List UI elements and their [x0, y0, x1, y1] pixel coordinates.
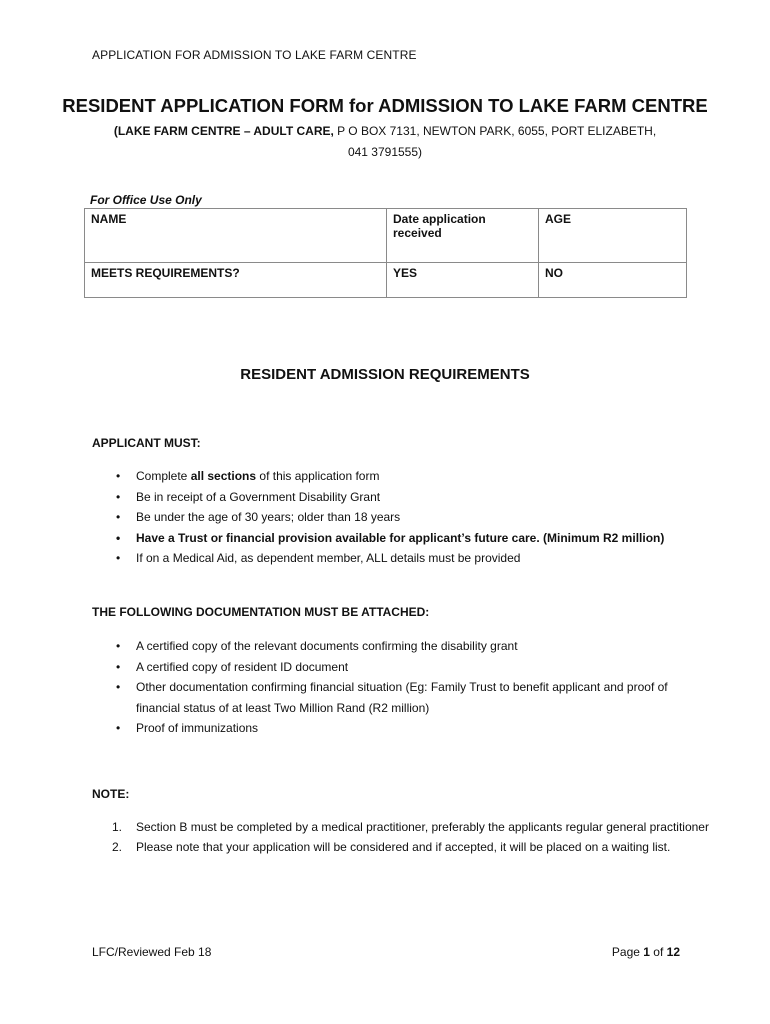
note-list — [92, 817, 732, 857]
page-of: of — [649, 945, 667, 959]
list-item: • Be in receipt of a Government Disability Grant — [92, 487, 664, 508]
date-received-cell[interactable] — [387, 209, 539, 263]
table-row — [85, 263, 687, 298]
applicant-must-label: APPLICANT MUST: — [92, 436, 201, 450]
list-item: • Be under the age of 30 years; older than 18 years — [92, 507, 664, 528]
applicant-requirements-list — [92, 466, 664, 569]
list-item: • Other documentation confirming financial situation (Eg: Family Trust to benefit applicant and proof of financial status of at least Two Million Rand (R2 million) — [92, 677, 684, 718]
no-cell[interactable]: NO — [539, 263, 687, 298]
table-row — [85, 209, 687, 263]
item-number: 1. — [112, 820, 123, 834]
list-item: • Proof of immunizations — [92, 718, 684, 739]
item-text: Please note that your application will be considered and if accepted, it will be placed on a waiting list. — [136, 840, 671, 855]
address-rest: P O BOX 7131, NEWTON PARK, 6055, PORT ELIZABETH, — [333, 124, 657, 138]
list-item — [92, 837, 676, 857]
list-item: • A certified copy of the relevant documents confirming the disability grant — [92, 636, 684, 657]
yes-cell[interactable]: YES — [387, 263, 539, 298]
running-header: APPLICATION FOR ADMISSION TO LAKE FARM CENTRE — [92, 48, 417, 62]
list-item — [92, 817, 732, 837]
list-item — [92, 466, 664, 487]
office-use-table — [84, 208, 687, 298]
item-emphasis: all sections — [190, 469, 257, 483]
item-text: Complete — [136, 469, 191, 483]
requirements-heading: RESIDENT ADMISSION REQUIREMENTS — [240, 366, 530, 383]
age-cell[interactable]: AGE — [539, 209, 687, 263]
page-current: 1 — [643, 945, 650, 959]
address-line-1 — [0, 124, 770, 138]
note-label: NOTE: — [92, 787, 130, 801]
item-text: Section B must be completed by a medical practitioner, preferably the applicants regular general practitioner — [136, 820, 709, 834]
address-line-2: 041 3791555) — [347, 145, 423, 159]
item-text: of this application form — [256, 469, 380, 483]
page-prefix: Page — [611, 945, 644, 959]
form-title: RESIDENT APPLICATION FORM for ADMISSION TO LAKE FARM CENTRE — [62, 95, 708, 116]
page-number — [612, 945, 680, 959]
footer-revision: LFC/Reviewed Feb 18 — [92, 945, 212, 959]
list-item: • A certified copy of resident ID document — [92, 657, 684, 678]
meets-requirements-cell: MEETS REQUIREMENTS? — [85, 263, 387, 298]
documentation-label: THE FOLLOWING DOCUMENTATION MUST BE ATTACHED: — [92, 605, 430, 619]
office-use-label: For Office Use Only — [90, 193, 202, 207]
name-cell[interactable]: NAME — [85, 209, 387, 263]
date-received-label: Date application received — [393, 212, 486, 240]
address-bold-part: (LAKE FARM CENTRE – ADULT CARE, — [113, 124, 334, 138]
item-number: 2. — [112, 840, 123, 855]
list-item: • Have a Trust or financial provision available for applicant’s future care. (Minimum R2 million) — [92, 528, 664, 549]
page-total: 12 — [666, 945, 680, 959]
list-item: • If on a Medical Aid, as dependent member, ALL details must be provided — [92, 548, 664, 569]
documentation-list — [92, 636, 684, 739]
